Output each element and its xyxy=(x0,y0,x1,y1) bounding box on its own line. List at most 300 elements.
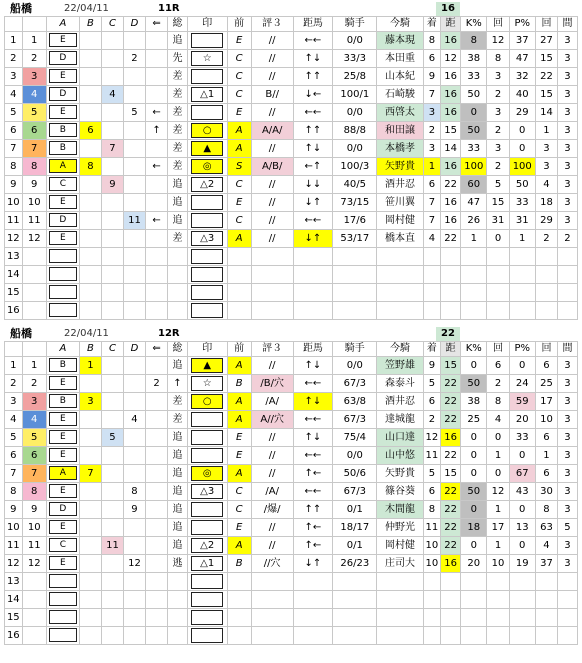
col-k: 0 xyxy=(461,501,487,519)
mark-box[interactable] xyxy=(191,592,223,607)
col-c xyxy=(101,32,123,50)
col-name: 仲野光 xyxy=(377,519,423,537)
col-a xyxy=(46,627,79,645)
col-d xyxy=(123,447,145,465)
col-arrow xyxy=(146,465,168,483)
col-mae: E xyxy=(227,519,251,537)
col-so: ↑ xyxy=(168,375,188,393)
col-so: 逃 xyxy=(168,555,188,573)
col-name xyxy=(377,591,423,609)
col-c xyxy=(101,483,123,501)
col-chaku: 5 xyxy=(423,465,441,483)
col-kan xyxy=(557,266,577,284)
col-jk: 26/23 xyxy=(333,555,377,573)
col-a xyxy=(46,140,79,158)
column-header: P% xyxy=(509,17,535,32)
column-header: A xyxy=(46,342,79,357)
col-p: 20 xyxy=(509,411,535,429)
col-mae: A xyxy=(227,122,251,140)
col-so: 追 xyxy=(168,465,188,483)
col-name: 山中悠 xyxy=(377,447,423,465)
col-kai: 0 xyxy=(487,429,509,447)
col-mae: A xyxy=(227,140,251,158)
col-mae: B xyxy=(227,555,251,573)
race-distance: 16 xyxy=(436,2,460,16)
column-header: 印 xyxy=(187,17,227,32)
col-b: 8 xyxy=(79,158,101,176)
col-kai: 3 xyxy=(487,140,509,158)
gate-number: 6 xyxy=(22,447,46,465)
table-row xyxy=(5,573,578,591)
col-so: 追 xyxy=(168,194,188,212)
row-number: 9 xyxy=(5,176,23,194)
grade-box[interactable]: C xyxy=(49,538,77,552)
row-number: 10 xyxy=(5,194,23,212)
row-number: 14 xyxy=(5,591,23,609)
col-kyo: ↑↓ xyxy=(293,357,333,375)
mark-box[interactable] xyxy=(191,520,223,535)
col-kan: 3 xyxy=(557,447,577,465)
mark-box[interactable] xyxy=(191,267,223,282)
col-kai: 15 xyxy=(487,194,509,212)
col-mark xyxy=(187,50,227,68)
col-k xyxy=(461,248,487,266)
col-jk: 0/0 xyxy=(333,357,377,375)
grade-box[interactable]: B xyxy=(49,123,77,137)
grade-box[interactable]: E xyxy=(49,484,77,498)
row-number: 13 xyxy=(5,248,23,266)
col-kai: 6 xyxy=(487,357,509,375)
col-c xyxy=(101,230,123,248)
col-mark xyxy=(187,140,227,158)
col-b xyxy=(79,627,101,645)
col-b xyxy=(79,194,101,212)
mark-box[interactable]: ○ xyxy=(191,123,223,138)
mark-box[interactable] xyxy=(191,574,223,589)
mark-box[interactable]: ▲ xyxy=(191,141,223,156)
col-name: 和田譲 xyxy=(377,122,423,140)
col-kai2: 17 xyxy=(535,393,557,411)
mark-box[interactable]: △1 xyxy=(191,556,223,571)
col-mark xyxy=(187,357,227,375)
mark-box[interactable]: ☆ xyxy=(191,51,223,66)
table-row xyxy=(5,158,578,176)
col-mae: A xyxy=(227,357,251,375)
col-kyo: ↓← xyxy=(293,86,333,104)
col-mark xyxy=(187,284,227,302)
col-kyo: ↑↓ xyxy=(293,429,333,447)
column-header: 総 xyxy=(168,342,188,357)
col-a xyxy=(46,68,79,86)
col-so: 追 xyxy=(168,537,188,555)
grade-box[interactable]: E xyxy=(49,69,77,83)
column-header: 着 xyxy=(423,342,441,357)
table-row xyxy=(5,248,578,266)
col-a xyxy=(46,302,79,320)
col-chaku: 7 xyxy=(423,86,441,104)
col-dist: 22 xyxy=(441,375,461,393)
col-chaku: 6 xyxy=(423,393,441,411)
col-kai xyxy=(487,591,509,609)
col-b: 3 xyxy=(79,393,101,411)
col-chaku: 1 xyxy=(423,158,441,176)
col-chaku: 6 xyxy=(423,483,441,501)
col-kan: 3 xyxy=(557,501,577,519)
col-arrow xyxy=(146,248,168,266)
col-k: 33 xyxy=(461,68,487,86)
mark-box[interactable] xyxy=(191,628,223,643)
col-p xyxy=(509,627,535,645)
col-arrow xyxy=(146,393,168,411)
column-header: B xyxy=(79,342,101,357)
row-number: 11 xyxy=(5,212,23,230)
col-jk: 67/3 xyxy=(333,411,377,429)
col-so: 差 xyxy=(168,411,188,429)
mark-box[interactable] xyxy=(191,249,223,264)
row-number: 8 xyxy=(5,483,23,501)
gate-number: 2 xyxy=(22,50,46,68)
column-header: 距馬 xyxy=(293,342,333,357)
col-dist: 15 xyxy=(441,465,461,483)
mark-box[interactable] xyxy=(191,285,223,300)
row-number: 6 xyxy=(5,447,23,465)
col-d xyxy=(123,393,145,411)
grade-box[interactable]: E xyxy=(49,33,77,47)
col-mark xyxy=(187,627,227,645)
grade-box[interactable]: E xyxy=(49,231,77,245)
col-c xyxy=(101,284,123,302)
mark-box[interactable]: △3 xyxy=(191,231,223,246)
col-so xyxy=(168,573,188,591)
col-kyo: ↓↑ xyxy=(293,555,333,573)
mark-box[interactable] xyxy=(191,502,223,517)
grade-box[interactable]: C xyxy=(49,177,77,191)
col-p: 29 xyxy=(509,104,535,122)
col-name: 藤本現 xyxy=(377,32,423,50)
col-b: 1 xyxy=(79,357,101,375)
column-header-row xyxy=(5,17,578,32)
col-chaku: 7 xyxy=(423,212,441,230)
col-jk xyxy=(333,266,377,284)
row-number: 4 xyxy=(5,86,23,104)
col-kai: 0 xyxy=(487,230,509,248)
col-a xyxy=(46,266,79,284)
race-header xyxy=(4,327,578,341)
grade-box[interactable] xyxy=(49,267,77,281)
col-arrow xyxy=(146,50,168,68)
col-b xyxy=(79,447,101,465)
col-mae xyxy=(227,609,251,627)
table-row xyxy=(5,194,578,212)
mark-box[interactable]: △1 xyxy=(191,87,223,102)
col-jk: 100/3 xyxy=(333,158,377,176)
mark-box[interactable]: ▲ xyxy=(191,358,223,373)
col-hyo: // xyxy=(251,140,293,158)
col-a xyxy=(46,555,79,573)
grade-box[interactable]: E xyxy=(49,105,77,119)
col-chaku: 3 xyxy=(423,140,441,158)
col-kai2 xyxy=(535,609,557,627)
col-dist: 22 xyxy=(441,483,461,501)
col-kai2 xyxy=(535,627,557,645)
col-kan: 3 xyxy=(557,140,577,158)
column-header: C xyxy=(101,342,123,357)
col-k: 50 xyxy=(461,122,487,140)
mark-box[interactable] xyxy=(191,33,223,48)
column-header: C xyxy=(101,17,123,32)
row-number: 3 xyxy=(5,68,23,86)
grade-box[interactable]: B xyxy=(49,358,77,372)
col-k xyxy=(461,302,487,320)
grade-box[interactable]: B xyxy=(49,394,77,408)
row-number: 16 xyxy=(5,627,23,645)
table-row xyxy=(5,86,578,104)
col-arrow xyxy=(146,447,168,465)
column-header: 評３ xyxy=(251,342,293,357)
col-dist: 22 xyxy=(441,519,461,537)
mark-box[interactable]: ○ xyxy=(191,394,223,409)
grade-box[interactable]: E xyxy=(49,448,77,462)
col-c xyxy=(101,627,123,645)
mark-box[interactable]: ◎ xyxy=(191,466,223,481)
row-number: 10 xyxy=(5,519,23,537)
col-kai2: 1 xyxy=(535,122,557,140)
col-a xyxy=(46,248,79,266)
col-name: 矢野貴 xyxy=(377,465,423,483)
table-row xyxy=(5,609,578,627)
col-d xyxy=(123,266,145,284)
col-kan: 3 xyxy=(557,86,577,104)
mark-box[interactable] xyxy=(191,303,223,318)
race-12r-panel xyxy=(4,327,578,645)
grade-box[interactable]: E xyxy=(49,556,77,570)
col-kai xyxy=(487,284,509,302)
col-mae: C xyxy=(227,176,251,194)
col-so: 追 xyxy=(168,501,188,519)
col-c: 7 xyxy=(101,140,123,158)
col-d: 5 xyxy=(123,104,145,122)
column-header: 着 xyxy=(423,17,441,32)
col-hyo: A/A/ xyxy=(251,122,293,140)
col-name xyxy=(377,266,423,284)
col-arrow: ← xyxy=(146,212,168,230)
col-chaku: 4 xyxy=(423,230,441,248)
col-kai xyxy=(487,266,509,284)
col-name: 酒井忍 xyxy=(377,176,423,194)
grade-box[interactable] xyxy=(49,303,77,317)
mark-box[interactable] xyxy=(191,105,223,120)
col-kai2: 3 xyxy=(535,140,557,158)
col-c xyxy=(101,591,123,609)
col-b xyxy=(79,212,101,230)
mark-box[interactable]: ☆ xyxy=(191,376,223,391)
col-mae: B xyxy=(227,375,251,393)
col-kan xyxy=(557,609,577,627)
grade-box[interactable]: A xyxy=(49,159,77,173)
row-number: 12 xyxy=(5,555,23,573)
mark-box[interactable] xyxy=(191,213,223,228)
col-dist: 16 xyxy=(441,104,461,122)
col-d xyxy=(123,284,145,302)
race-date: 22/04/11 xyxy=(64,3,109,14)
table-row xyxy=(5,176,578,194)
col-name: 笠野雄 xyxy=(377,357,423,375)
col-kai: 17 xyxy=(487,519,509,537)
col-mae: C xyxy=(227,50,251,68)
col-c xyxy=(101,447,123,465)
grade-box[interactable]: E xyxy=(49,195,77,209)
mark-box[interactable] xyxy=(191,69,223,84)
grade-box[interactable]: D xyxy=(49,87,77,101)
column-header: 評３ xyxy=(251,17,293,32)
col-d xyxy=(123,627,145,645)
col-kan: 3 xyxy=(557,393,577,411)
col-name: 森泰斗 xyxy=(377,375,423,393)
mark-box[interactable] xyxy=(191,195,223,210)
col-k: 50 xyxy=(461,86,487,104)
col-p: 67 xyxy=(509,465,535,483)
grade-box[interactable] xyxy=(49,628,77,642)
mark-box[interactable]: △2 xyxy=(191,177,223,192)
grade-box[interactable] xyxy=(49,249,77,263)
col-hyo: // xyxy=(251,465,293,483)
col-kai2 xyxy=(535,266,557,284)
col-kai: 2 xyxy=(487,122,509,140)
col-a xyxy=(46,519,79,537)
column-header: 今騎 xyxy=(377,342,423,357)
col-hyo: // xyxy=(251,537,293,555)
col-kan: 3 xyxy=(557,357,577,375)
grade-box[interactable]: D xyxy=(49,502,77,516)
gate-number: 9 xyxy=(22,176,46,194)
col-kyo: ↓↓ xyxy=(293,176,333,194)
col-name: 達城龍 xyxy=(377,411,423,429)
col-arrow xyxy=(146,176,168,194)
table-row xyxy=(5,591,578,609)
col-c xyxy=(101,248,123,266)
grade-box[interactable]: E xyxy=(49,430,77,444)
mark-box[interactable]: ◎ xyxy=(191,159,223,174)
col-kan: 3 xyxy=(557,104,577,122)
col-arrow xyxy=(146,555,168,573)
mark-box[interactable]: △3 xyxy=(191,484,223,499)
grade-box[interactable]: D xyxy=(49,213,77,227)
col-b xyxy=(79,609,101,627)
col-p: 19 xyxy=(509,555,535,573)
table-row xyxy=(5,302,578,320)
col-hyo: /A/ xyxy=(251,393,293,411)
col-c xyxy=(101,465,123,483)
col-kan: 3 xyxy=(557,429,577,447)
mark-box[interactable] xyxy=(191,430,223,445)
table-row xyxy=(5,212,578,230)
col-d xyxy=(123,68,145,86)
grade-box[interactable]: E xyxy=(49,376,77,390)
col-c xyxy=(101,194,123,212)
table-row xyxy=(5,411,578,429)
col-d xyxy=(123,429,145,447)
col-kai: 3 xyxy=(487,68,509,86)
col-hyo: /B/穴 xyxy=(251,375,293,393)
col-mark xyxy=(187,248,227,266)
mark-box[interactable]: △2 xyxy=(191,538,223,553)
col-kai2: 2 xyxy=(535,230,557,248)
col-jk: 100/1 xyxy=(333,86,377,104)
grade-box[interactable]: D xyxy=(49,51,77,65)
grade-box[interactable]: B xyxy=(49,141,77,155)
gate-number: 7 xyxy=(22,140,46,158)
race-table xyxy=(4,341,578,645)
column-header: 印 xyxy=(187,342,227,357)
grade-box[interactable] xyxy=(49,592,77,606)
col-d: 2 xyxy=(123,50,145,68)
col-so: 追 xyxy=(168,32,188,50)
grade-box[interactable]: E xyxy=(49,412,77,426)
table-row xyxy=(5,537,578,555)
col-k xyxy=(461,266,487,284)
col-kai: 2 xyxy=(487,86,509,104)
column-header: 距馬 xyxy=(293,17,333,32)
col-kai2: 18 xyxy=(535,194,557,212)
col-c xyxy=(101,266,123,284)
gate-number xyxy=(22,573,46,591)
col-dist: 16 xyxy=(441,86,461,104)
col-mae xyxy=(227,266,251,284)
col-hyo: //穴 xyxy=(251,555,293,573)
col-c xyxy=(101,501,123,519)
row-number: 1 xyxy=(5,357,23,375)
grade-box[interactable] xyxy=(49,610,77,624)
table-row xyxy=(5,140,578,158)
col-a xyxy=(46,158,79,176)
col-so: 先 xyxy=(168,50,188,68)
col-name xyxy=(377,573,423,591)
col-arrow xyxy=(146,302,168,320)
col-mark xyxy=(187,519,227,537)
grade-box[interactable] xyxy=(49,574,77,588)
col-a xyxy=(46,429,79,447)
mark-box[interactable] xyxy=(191,610,223,625)
col-so: 差 xyxy=(168,86,188,104)
gate-number: 4 xyxy=(22,86,46,104)
col-c: 11 xyxy=(101,537,123,555)
column-header: D xyxy=(123,17,145,32)
column-header: P% xyxy=(509,342,535,357)
col-kai xyxy=(487,573,509,591)
col-chaku: 3 xyxy=(423,104,441,122)
col-p: 100 xyxy=(509,158,535,176)
col-k xyxy=(461,284,487,302)
col-hyo xyxy=(251,284,293,302)
gate-number: 1 xyxy=(22,32,46,50)
col-name xyxy=(377,609,423,627)
race-date: 22/04/11 xyxy=(64,328,109,339)
col-arrow xyxy=(146,591,168,609)
mark-box[interactable] xyxy=(191,448,223,463)
col-kai: 1 xyxy=(487,501,509,519)
col-b xyxy=(79,104,101,122)
col-k: 100 xyxy=(461,158,487,176)
mark-box[interactable] xyxy=(191,412,223,427)
col-dist: 16 xyxy=(441,429,461,447)
grade-box[interactable] xyxy=(49,285,77,299)
grade-box[interactable]: A xyxy=(49,466,77,480)
col-d: 9 xyxy=(123,501,145,519)
col-k xyxy=(461,591,487,609)
col-c xyxy=(101,68,123,86)
grade-box[interactable]: E xyxy=(49,520,77,534)
col-kan xyxy=(557,248,577,266)
